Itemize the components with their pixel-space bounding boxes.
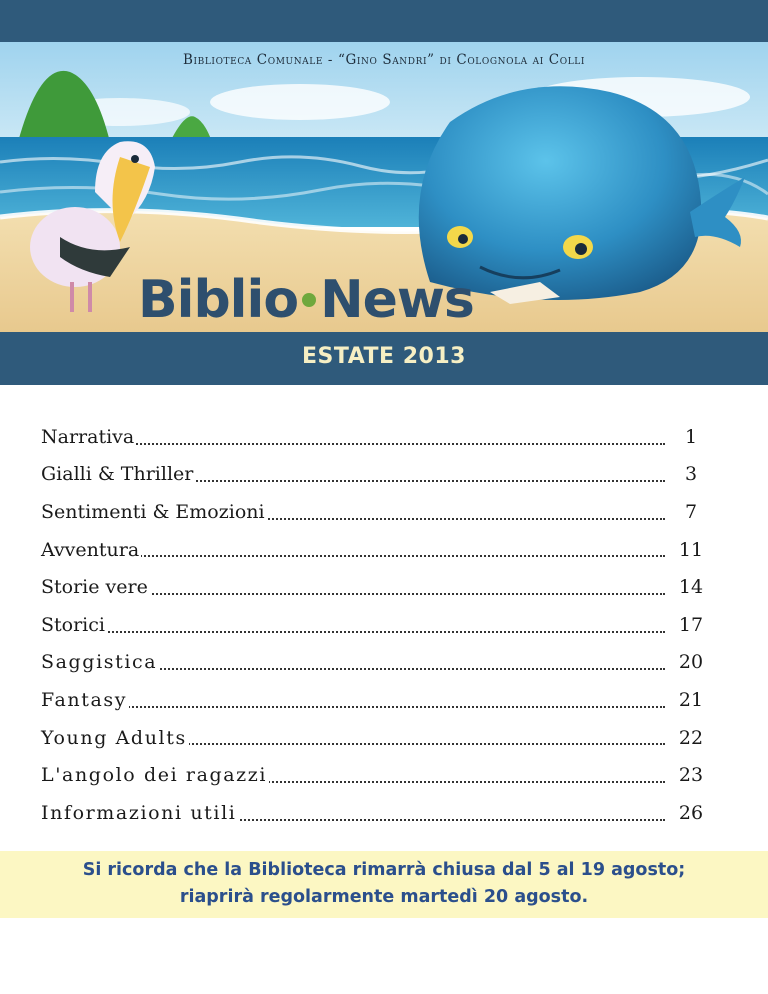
toc-row-fantasy[interactable] bbox=[41, 681, 721, 719]
toc-dot-leader bbox=[41, 631, 665, 633]
toc-page-number: 11 bbox=[678, 538, 704, 561]
toc-title: Storie vere bbox=[41, 576, 148, 599]
toc-row-storie-vere[interactable] bbox=[41, 568, 721, 606]
toc-title: Sentimenti & Emozioni bbox=[41, 500, 265, 523]
toc-row-young-adults[interactable] bbox=[41, 719, 721, 757]
toc-row-informazioni-utili[interactable] bbox=[41, 794, 721, 832]
toc-page-number: 3 bbox=[684, 463, 698, 486]
toc-row-saggistica[interactable] bbox=[41, 644, 721, 682]
toc-page-number: 23 bbox=[678, 764, 704, 787]
toc-title: Avventura bbox=[41, 538, 140, 561]
edition-label: ESTATE 2013 bbox=[302, 344, 466, 369]
toc-title: Informazioni utili bbox=[41, 801, 237, 824]
toc-title: Saggistica bbox=[41, 651, 158, 674]
toc-row-avventura[interactable] bbox=[41, 531, 721, 569]
closure-notice-line-1: Si ricorda che la Biblioteca rimarrà chiusa dal 5 al 19 agosto; bbox=[82, 860, 686, 880]
toc-page-number: 26 bbox=[678, 801, 704, 824]
closure-notice-line-2: riaprirà regolarmente martedì 20 agosto. bbox=[179, 887, 589, 907]
toc-title: L'angolo dei ragazzi bbox=[41, 764, 268, 787]
toc-title: Gialli & Thriller bbox=[41, 463, 194, 486]
toc-row-narrativa[interactable] bbox=[41, 418, 721, 456]
top-header-bar bbox=[0, 0, 768, 42]
toc-row-sentimenti-emozioni[interactable] bbox=[41, 493, 721, 531]
table-of-contents bbox=[41, 418, 721, 832]
toc-page-number: 21 bbox=[678, 688, 704, 711]
toc-row-storici[interactable] bbox=[41, 606, 721, 644]
library-name: Biblioteca Comunale - “Gino Sandri” di Colognola ai Colli bbox=[182, 52, 586, 68]
biblionews-logo bbox=[138, 270, 474, 330]
toc-row-angolo-ragazzi[interactable] bbox=[41, 756, 721, 794]
toc-dot-leader bbox=[41, 706, 665, 708]
toc-title: Fantasy bbox=[41, 688, 128, 711]
toc-page-number: 14 bbox=[678, 576, 704, 599]
toc-page-number: 7 bbox=[684, 500, 698, 523]
toc-page-number: 1 bbox=[684, 425, 698, 448]
logo-text-biblio: Biblio bbox=[138, 270, 299, 330]
toc-title: Narrativa bbox=[41, 425, 135, 448]
toc-page-number: 20 bbox=[678, 651, 704, 674]
toc-page-number: 17 bbox=[678, 613, 704, 636]
toc-title: Young Adults bbox=[41, 726, 187, 749]
toc-row-gialli-thriller[interactable] bbox=[41, 456, 721, 494]
logo-text-news: News bbox=[320, 270, 474, 330]
toc-title: Storici bbox=[41, 613, 105, 636]
toc-page-number: 22 bbox=[678, 726, 704, 749]
logo-dot-icon bbox=[302, 293, 316, 307]
